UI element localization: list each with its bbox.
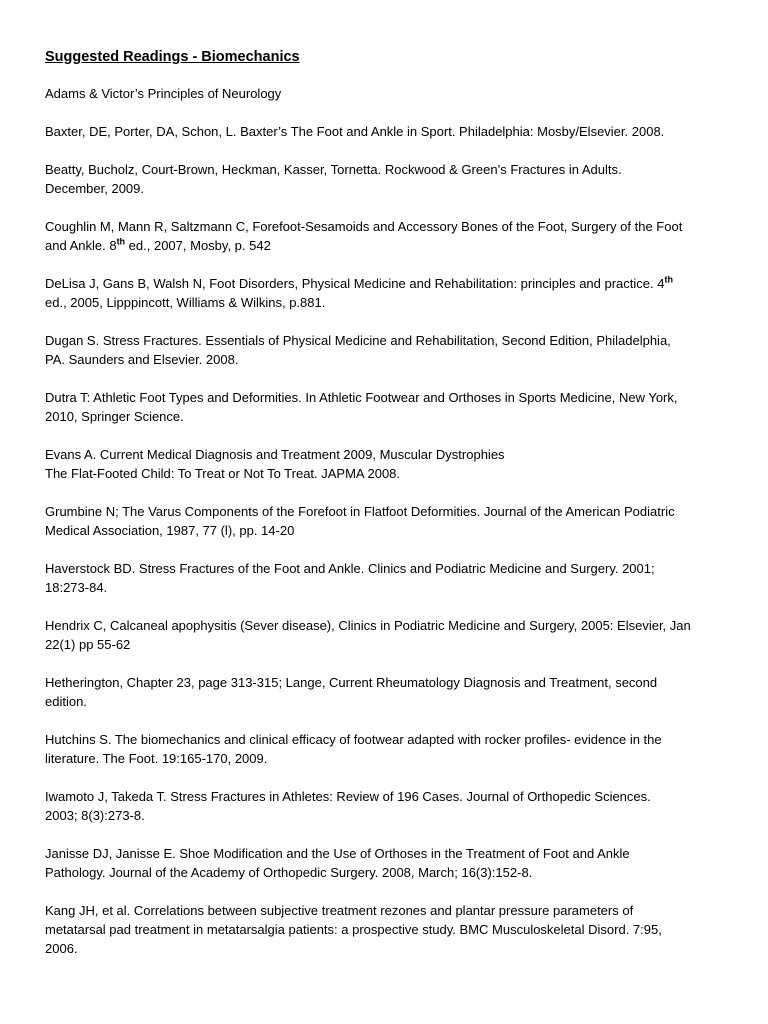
reference-item: Hetherington, Chapter 23, page 313-315; Lange, Current Rheumatology Diagnosis and Treatment, second edition. <box>45 675 658 709</box>
reference-item: Beatty, Bucholz, Court-Brown, Heckman, Kasser, Tornetta. Rockwood & Green’s Fractures in Adults. December, 2009. <box>45 162 622 196</box>
reference-item: Evans A. Current Medical Diagnosis and Treatment 2009, Muscular Dystrophies The Flat-Footed Child: To Treat or Not To Treat. JAPMA 2008. <box>45 447 505 481</box>
reference-item: Iwamoto J, Takeda T. Stress Fractures in Athletes: Review of 196 Cases. Journal of Orthopedic Sciences. 2003; 8(3):273-8. <box>45 789 651 823</box>
reference-item: Janisse DJ, Janisse E. Shoe Modification and the Use of Orthoses in the Treatment of Foot and Ankle Pathology. Journal of the Academy of Orthopedic Surgery. 2008, March; 16(3):152-8. <box>45 846 630 880</box>
reference-item: Baxter, DE, Porter, DA, Schon, L. Baxter’s The Foot and Ankle in Sport. Philadelphia: Mosby/Elsevier. 2008. <box>45 124 665 139</box>
reference-item: Dugan S. Stress Fractures. Essentials of Physical Medicine and Rehabilitation, Second Edition, Philadelphia, PA. Saunders and Elsevier. 2008. <box>45 333 671 367</box>
reference-item: Hendrix C, Calcaneal apophysitis (Sever disease), Clinics in Podiatric Medicine and Surgery, 2005: Elsevier, Jan 22(1) pp 55-62 <box>45 618 691 652</box>
reference-text: Coughlin M, Mann R, Saltzmann C, Forefoot-Sesamoids and Accessory Bones of the Foot, Surgery of the Foot and Ankle. 8 <box>45 219 683 253</box>
reference-item: Kang JH, et al. Correlations between subjective treatment rezones and plantar pressure parameters of metatarsal pad treatment in metatarsalgia patients: a prospective study. BMC Musculoskeletal Disord. 7:95, 2006. <box>45 903 662 956</box>
reference-text: ed., 2005, Lipppincott, Williams & Wilkins, p.881. <box>45 295 326 310</box>
reference-item: Dutra T: Athletic Foot Types and Deformities. In Athletic Footwear and Orthoses in Sports Medicine, New York, 2010, Springer Science. <box>45 390 678 424</box>
reference-item <box>45 217 735 255</box>
superscript: th <box>664 274 673 285</box>
reference-text: ed., 2007, Mosby, p. 542 <box>125 238 271 253</box>
superscript: th <box>116 236 126 247</box>
reference-item: Adams & Victor’s Principles of Neurology <box>45 86 282 101</box>
reference-list <box>45 84 735 958</box>
reference-item: Hutchins S. The biomechanics and clinical efficacy of footwear adapted with rocker profiles- evidence in the literature. The Foot. 19:165-170, 2009. <box>45 732 662 766</box>
reference-text: DeLisa J, Gans B, Walsh N, Foot Disorders, Physical Medicine and Rehabilitation: principles and practice. 4 <box>45 276 665 291</box>
reference-item: Grumbine N; The Varus Components of the Forefoot in Flatfoot Deformities. Journal of the American Podiatric Medical Association, 1987, 77 (l), pp. 14-20 <box>45 504 675 538</box>
document-page <box>45 47 735 977</box>
page-title: Suggested Readings - Biomechanics <box>45 49 300 65</box>
reference-item: Haverstock BD. Stress Fractures of the Foot and Ankle. Clinics and Podiatric Medicine and Surgery. 2001; 18:273-84. <box>45 561 655 595</box>
reference-item <box>45 274 735 312</box>
